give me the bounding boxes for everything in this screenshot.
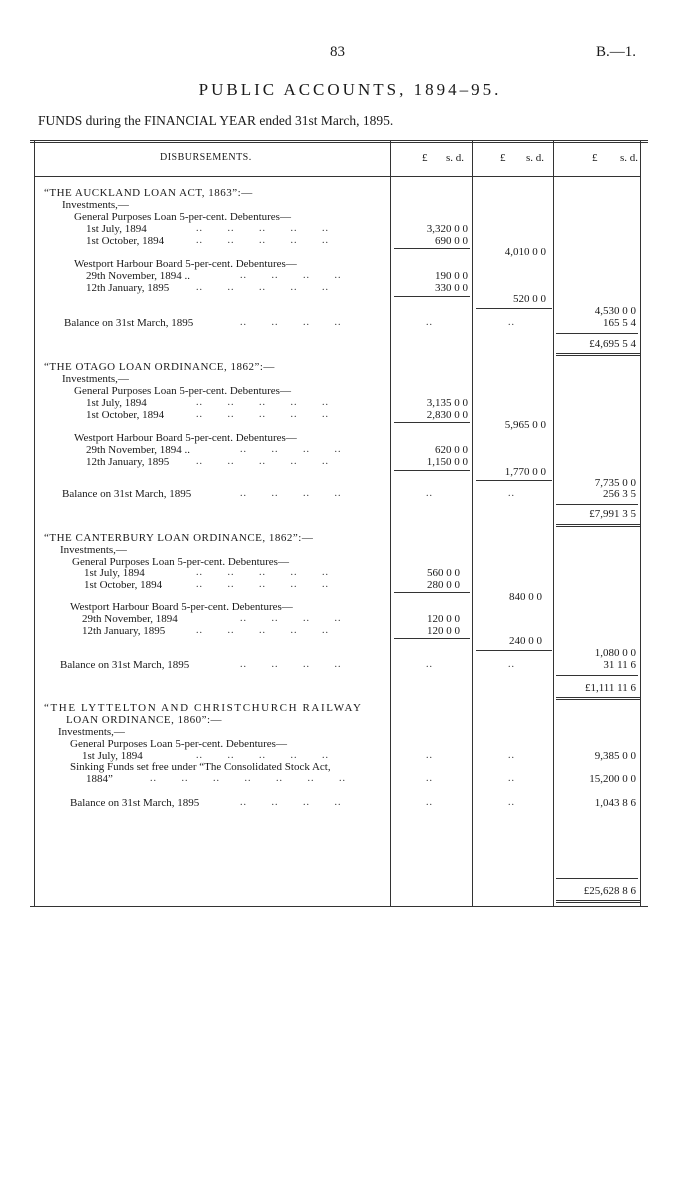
col-divider-4 (640, 140, 641, 907)
leader-dots: .. (426, 488, 433, 499)
page-subtitle: FUNDS during the FINANCIAL YEAR ended 31st March, 1895. (38, 113, 394, 128)
section-grand-total: £1,111 11 6 (584, 682, 636, 694)
row-label: 1st July, 1894 (86, 223, 147, 235)
col-header-sd-3: s. d. (620, 152, 639, 164)
subtotal-rule (476, 308, 552, 309)
header-bottom-rule (34, 176, 640, 177)
amount: 280 0 0 (427, 579, 460, 591)
row-label: 1st July, 1894 (84, 567, 145, 579)
row-label: 12th January, 1895 (82, 625, 166, 637)
balance-amount: 165 5 4 (603, 317, 636, 329)
col-header-pounds-2: £ (500, 152, 506, 164)
leader-dots: .. .. .. .. .. .. .. (150, 773, 346, 784)
col-divider-1 (390, 140, 391, 907)
leader-dots: .. (508, 488, 515, 499)
section-title: “THE LYTTELTON AND CHRISTCHURCH RAILWAY (44, 702, 363, 714)
subtotal: 1,770 0 0 (504, 466, 546, 478)
col-header-pounds-3: £ (592, 152, 598, 164)
leader-dots: .. (508, 797, 515, 808)
amount: 330 0 0 (435, 282, 468, 294)
subtotal-rule (394, 422, 470, 423)
section-sum: 1,080 0 0 (594, 647, 636, 659)
row-label: 29th November, 1894 .. (86, 270, 191, 282)
double-rule (556, 524, 640, 525)
amount: 560 0 0 (427, 567, 460, 579)
amount: 620 0 0 (435, 444, 468, 456)
leader-dots: .. (508, 317, 515, 328)
leader-dots: .. .. .. .. .. (196, 223, 329, 234)
balance-label: Balance on 31st March, 1895 (62, 488, 192, 500)
subtotal: 520 0 0 (513, 293, 546, 305)
leader-dots: .. (426, 750, 433, 761)
amount: 9,385 0 0 (594, 750, 636, 762)
leader-dots: .. (426, 773, 433, 784)
gp-label: General Purposes Loan 5-per-cent. Debentures— (70, 738, 287, 750)
balance-label: Balance on 31st March, 1895 (60, 659, 190, 671)
balance-label: Balance on 31st March, 1895 (70, 797, 200, 809)
col-header-pounds-1: £ (422, 152, 428, 164)
amount: 190 0 0 (435, 270, 468, 282)
row-label: 1st October, 1894 (84, 579, 163, 591)
leader-dots: .. .. .. .. .. (196, 579, 329, 590)
row-label: 29th November, 1894 .. (86, 444, 191, 456)
col-header-sd-2: s. d. (526, 152, 545, 164)
section-title: “THE OTAGO LOAN ORDINANCE, 1862”:— (44, 361, 275, 373)
leader-dots: .. (426, 797, 433, 808)
leader-dots: .. .. .. .. .. (196, 235, 329, 246)
col-divider-3 (553, 140, 554, 907)
leader-dots: .. .. .. .. (240, 797, 342, 808)
subtotal-rule (476, 480, 552, 481)
balance-amount: 1,043 8 6 (594, 797, 636, 809)
row-label: 29th November, 1894 (82, 613, 178, 625)
investments-label: Investments,— (60, 544, 127, 556)
amount: 120 0 0 (427, 613, 460, 625)
total-rule (556, 333, 638, 334)
leader-dots: .. (508, 750, 515, 761)
final-grand-total: £25,628 8 6 (583, 885, 636, 897)
amount: 3,135 0 0 (426, 397, 468, 409)
amount: 2,830 0 0 (426, 409, 468, 421)
section-grand-total: £7,991 3 5 (589, 508, 636, 520)
total-rule (556, 878, 638, 879)
total-rule (556, 504, 638, 505)
col-divider-2 (472, 140, 473, 907)
row-label: 1st July, 1894 (86, 397, 147, 409)
section-sum: 7,735 0 0 (594, 477, 636, 489)
row-label: Sinking Funds set free under “The Consolidated Stock Act, (70, 761, 331, 773)
amount: 690 0 0 (435, 235, 468, 247)
double-rule (556, 526, 640, 527)
section-title: “THE AUCKLAND LOAN ACT, 1863”:— (44, 187, 253, 199)
table-top-rule (30, 140, 648, 141)
leader-dots: .. .. .. .. (240, 444, 342, 455)
page-title: PUBLIC ACCOUNTS, 1894–95. (198, 80, 502, 99)
col-header-sd-1: s. d. (446, 152, 465, 164)
row-label: 1st October, 1894 (86, 409, 165, 421)
table-left-rule (34, 140, 35, 907)
double-rule (556, 355, 640, 356)
subtotal-rule (394, 296, 470, 297)
leader-dots: .. .. .. .. .. (196, 625, 329, 636)
leader-dots: .. .. .. .. .. (196, 397, 329, 408)
amount: 3,320 0 0 (426, 223, 468, 235)
subtotal-rule (394, 592, 470, 593)
double-rule (556, 900, 640, 901)
row-label-cont: 1884” (86, 773, 113, 785)
investments-label: Investments,— (58, 726, 125, 738)
amount: 1,150 0 0 (426, 456, 468, 468)
leader-dots: .. (426, 317, 433, 328)
leader-dots: .. .. .. .. .. (196, 750, 329, 761)
leader-dots: .. (426, 659, 433, 670)
leader-dots: .. .. .. .. (240, 488, 342, 499)
section-title: “THE CANTERBURY LOAN ORDINANCE, 1862”:— (44, 532, 314, 544)
subtotal: 5,965 0 0 (504, 419, 546, 431)
section-title-cont: LOAN ORDINANCE, 1860”:— (66, 714, 223, 726)
leader-dots: .. .. .. .. (240, 613, 342, 624)
subtotal-rule (394, 638, 470, 639)
balance-label: Balance on 31st March, 1895 (64, 317, 194, 329)
leader-dots: .. .. .. .. .. (196, 567, 329, 578)
subtotal-rule (394, 248, 470, 249)
leader-dots: .. .. .. .. (240, 317, 342, 328)
document-reference: B.—1. (596, 44, 637, 60)
subtotal: 4,010 0 0 (504, 246, 546, 258)
section-grand-total: £4,695 5 4 (589, 338, 636, 350)
table-top-rule-2 (30, 142, 648, 143)
balance-amount: 256 3 5 (603, 488, 636, 500)
col-header-disbursements: DISBURSEMENTS. (160, 152, 252, 163)
subtotal: 840 0 0 (509, 591, 542, 603)
leader-dots: .. (508, 659, 515, 670)
page-number: 83 (330, 44, 345, 60)
gp-label: General Purposes Loan 5-per-cent. Debentures— (74, 211, 291, 223)
gp-label: General Purposes Loan 5-per-cent. Debentures— (72, 556, 289, 568)
leader-dots: .. .. .. .. (240, 270, 342, 281)
investments-label: Investments,— (62, 199, 129, 211)
row-label: 12th January, 1895 (86, 456, 170, 468)
double-rule (556, 902, 640, 903)
gp-label: General Purposes Loan 5-per-cent. Debentures— (74, 385, 291, 397)
table-bottom-rule (30, 906, 648, 907)
leader-dots: .. .. .. .. (240, 659, 342, 670)
subtotal-rule (394, 470, 470, 471)
wh-label: Westport Harbour Board 5-per-cent. Debentures— (74, 432, 297, 444)
balance-amount: 31 11 6 (603, 659, 636, 671)
double-rule (556, 353, 640, 354)
subtotal: 240 0 0 (509, 635, 542, 647)
investments-label: Investments,— (62, 373, 129, 385)
double-rule (556, 699, 640, 700)
double-rule (556, 697, 640, 698)
amount: 120 0 0 (427, 625, 460, 637)
total-rule (556, 675, 638, 676)
leader-dots: .. .. .. .. .. (196, 282, 329, 293)
wh-label: Westport Harbour Board 5-per-cent. Debentures— (74, 258, 297, 270)
row-label: 12th January, 1895 (86, 282, 170, 294)
leader-dots: .. (508, 773, 515, 784)
row-label: 1st October, 1894 (86, 235, 165, 247)
amount: 15,200 0 0 (589, 773, 636, 785)
leader-dots: .. .. .. .. .. (196, 409, 329, 420)
row-label: 1st July, 1894 (82, 750, 143, 762)
section-sum: 4,530 0 0 (594, 305, 636, 317)
wh-label: Westport Harbour Board 5-per-cent. Debentures— (70, 601, 293, 613)
leader-dots: .. .. .. .. .. (196, 456, 329, 467)
subtotal-rule (476, 650, 552, 651)
